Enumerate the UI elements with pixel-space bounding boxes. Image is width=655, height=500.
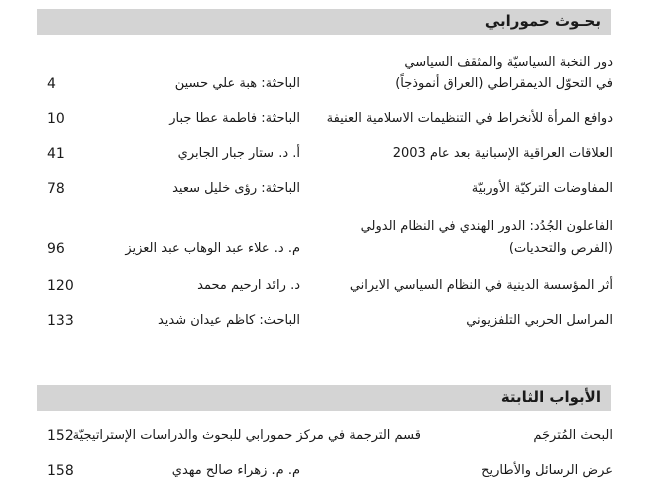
entry-title: العلاقات العراقية الإسبانية بعد عام 2003 bbox=[392, 146, 613, 161]
entry-page: 133 bbox=[47, 313, 74, 329]
section-title: الأبواب الثابتة bbox=[500, 388, 601, 406]
section-header bbox=[37, 9, 611, 35]
toc-entry[interactable] bbox=[0, 239, 655, 259]
entry-title: في التحوّل الديمقراطي (العراق أنموذجاً) bbox=[395, 76, 613, 91]
entry-title: (الفرص والتحديات) bbox=[508, 241, 613, 256]
toc-entry[interactable] bbox=[0, 179, 655, 199]
toc-entry[interactable] bbox=[0, 461, 655, 481]
toc-entry[interactable] bbox=[0, 53, 655, 73]
toc-entry[interactable] bbox=[0, 74, 655, 94]
entry-title: المفاوضات التركيّة الأوربيّة bbox=[471, 181, 613, 196]
entry-title: أثر المؤسسة الدينية في النظام السياسي الايراني bbox=[349, 278, 613, 293]
section-header bbox=[37, 385, 611, 411]
section-title: بحـوث حمورابي bbox=[484, 12, 601, 30]
toc-entry[interactable] bbox=[0, 217, 655, 237]
entry-author: الباحثة: فاطمة عطا جبار bbox=[169, 111, 300, 126]
entry-page: 96 bbox=[47, 241, 65, 257]
entry-author: الباحثة: رؤى خليل سعيد bbox=[172, 181, 300, 196]
entry-page: 158 bbox=[47, 463, 74, 479]
entry-author: م. د. علاء عبد الوهاب عبد العزيز bbox=[125, 241, 300, 256]
entry-title: دور النخبة السياسيّة والمثقف السياسي bbox=[404, 55, 613, 70]
entry-author: الباحثة: هبة علي حسين bbox=[174, 76, 300, 91]
toc-entry[interactable] bbox=[0, 144, 655, 164]
toc-entry[interactable] bbox=[0, 109, 655, 129]
entry-title: دوافع المرأة للأنخراط في التنظيمات الاسلامية العنيفة bbox=[326, 111, 613, 126]
entry-author: م. م. زهراء صالح مهدي bbox=[171, 463, 300, 478]
entry-page: 78 bbox=[47, 181, 65, 197]
entry-title: البحث المُترجَم bbox=[533, 428, 613, 443]
entry-title: الفاعلون الجُدُد: الدور الهندي في النظام الدولي bbox=[360, 219, 613, 234]
entry-author: قسم الترجمة في مركز حمورابي للبحوث والدراسات الإستراتيجيّة bbox=[72, 428, 421, 443]
entry-title: المراسل الحربي التلفزيوني bbox=[466, 313, 613, 328]
entry-page: 120 bbox=[47, 278, 74, 294]
entry-author: الباحث: كاظم عيدان شديد bbox=[157, 313, 300, 328]
entry-author: د. رائد ارحيم محمد bbox=[197, 278, 300, 293]
entry-title: عرض الرسائل والأطاريح bbox=[481, 463, 613, 478]
toc-entry[interactable] bbox=[0, 311, 655, 331]
entry-page: 10 bbox=[47, 111, 65, 127]
entry-page: 4 bbox=[47, 76, 56, 92]
entry-author: أ. د. ستار جبار الجابري bbox=[177, 146, 300, 161]
entry-page: 152 bbox=[47, 428, 74, 444]
toc-entry[interactable] bbox=[0, 276, 655, 296]
entry-page: 41 bbox=[47, 146, 65, 162]
toc-entry[interactable] bbox=[0, 426, 655, 446]
